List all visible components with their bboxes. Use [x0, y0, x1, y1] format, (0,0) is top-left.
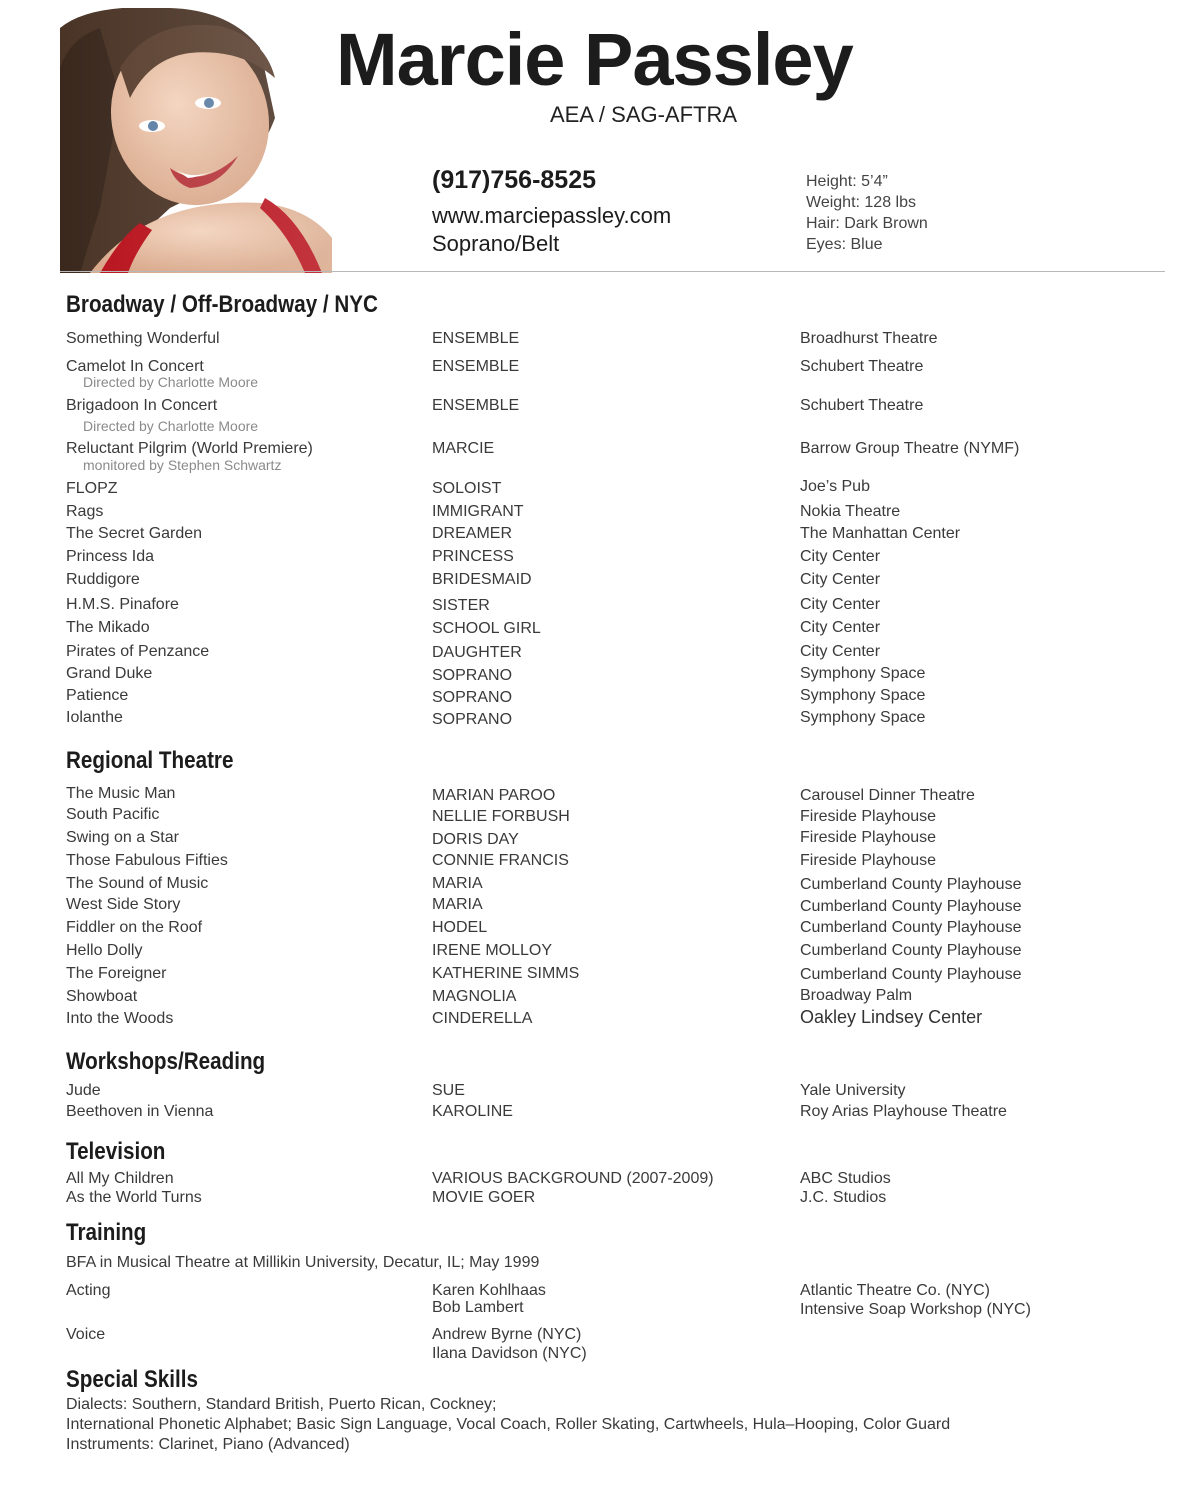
show-title: The Music Man — [66, 785, 176, 802]
show-title: Patience — [66, 687, 129, 704]
skills-line: Instruments: Clarinet, Piano (Advanced) — [66, 1436, 350, 1453]
venue: Symphony Space — [800, 665, 926, 682]
role: MARCIE — [432, 440, 495, 457]
role: NELLIE FORBUSH — [432, 808, 570, 825]
teacher: Karen Kohlhaas — [432, 1282, 546, 1299]
role: DAUGHTER — [432, 644, 522, 661]
venue: Symphony Space — [800, 687, 926, 704]
role: ENSEMBLE — [432, 330, 520, 347]
show-title: Princess Ida — [66, 548, 155, 565]
show-title: Rags — [66, 503, 104, 520]
role: PRINCESS — [432, 548, 514, 565]
section-title-television: Television — [66, 1138, 166, 1165]
venue: City Center — [800, 596, 881, 613]
role: ENSEMBLE — [432, 397, 520, 414]
role: VARIOUS BACKGROUND (2007-2009) — [432, 1170, 714, 1187]
show-title: Camelot In Concert — [66, 358, 204, 375]
role: BRIDESMAID — [432, 571, 532, 588]
venue: Broadway Palm — [800, 987, 913, 1004]
union-affiliation: AEA / SAG-AFTRA — [550, 102, 738, 127]
credit-note: monitored by Stephen Schwartz — [83, 457, 282, 473]
header-divider — [60, 271, 1165, 272]
training-label: Voice — [66, 1326, 106, 1343]
show-title: Reluctant Pilgrim (World Premiere) — [66, 440, 313, 457]
show-title: Something Wonderful — [66, 330, 220, 347]
show-title: Jude — [66, 1082, 101, 1099]
stat-hair: Hair: Dark Brown — [806, 215, 928, 232]
role: MARIA — [432, 875, 483, 892]
skills-line: International Phonetic Alphabet; Basic Sign Language, Vocal Coach, Roller Skating, Cartwheels, Hula–Hooping, Color Guard — [66, 1416, 951, 1433]
role: CINDERELLA — [432, 1010, 533, 1027]
role: DORIS DAY — [432, 831, 519, 848]
venue: ABC Studios — [800, 1170, 891, 1187]
show-title: The Sound of Music — [66, 875, 209, 892]
venue: Cumberland County Playhouse — [800, 966, 1022, 983]
teacher: Ilana Davidson (NYC) — [432, 1345, 587, 1362]
role: IRENE MOLLOY — [432, 942, 553, 959]
venue: Joe’s Pub — [800, 478, 870, 495]
show-title: Beethoven in Vienna — [66, 1103, 214, 1120]
venue: City Center — [800, 571, 881, 588]
role: MARIAN PAROO — [432, 787, 556, 804]
training-place: Atlantic Theatre Co. (NYC) — [800, 1282, 990, 1299]
section-title-skills: Special Skills — [66, 1366, 198, 1393]
venue: Oakley Lindsey Center — [800, 1007, 983, 1027]
role: SOPRANO — [432, 711, 513, 728]
show-title: Fiddler on the Roof — [66, 919, 203, 936]
role: SOPRANO — [432, 667, 513, 684]
show-title: FLOPZ — [66, 480, 118, 497]
role: MARIA — [432, 896, 483, 913]
show-title: Pirates of Penzance — [66, 643, 210, 660]
teacher: Andrew Byrne (NYC) — [432, 1326, 582, 1343]
show-title: H.M.S. Pinafore — [66, 596, 179, 613]
skills-line: Dialects: Southern, Standard British, Puerto Rican, Cockney; — [66, 1396, 497, 1413]
voice-type: Soprano/Belt — [432, 231, 560, 256]
training-label: Acting — [66, 1282, 111, 1299]
role: CONNIE FRANCIS — [432, 852, 569, 869]
section-title-training: Training — [66, 1219, 147, 1246]
venue: Fireside Playhouse — [800, 852, 937, 869]
role: HODEL — [432, 919, 488, 936]
show-title: All My Children — [66, 1170, 174, 1187]
venue: Barrow Group Theatre (NYMF) — [800, 440, 1020, 457]
venue: Fireside Playhouse — [800, 808, 937, 825]
role: KATHERINE SIMMS — [432, 965, 580, 982]
section-title-regional: Regional Theatre — [66, 747, 234, 774]
venue: City Center — [800, 643, 881, 660]
venue: Yale University — [800, 1082, 906, 1099]
show-title: Into the Woods — [66, 1010, 174, 1027]
role: SCHOOL GIRL — [432, 620, 541, 637]
show-title: As the World Turns — [66, 1189, 202, 1206]
show-title: The Secret Garden — [66, 525, 203, 542]
role: SUE — [432, 1082, 465, 1099]
role: DREAMER — [432, 525, 513, 542]
role: SOPRANO — [432, 689, 513, 706]
show-title: South Pacific — [66, 806, 160, 823]
phone-number: (917)756-8525 — [432, 166, 597, 194]
show-title: Hello Dolly — [66, 942, 143, 959]
contact-block — [432, 164, 671, 258]
show-title: The Mikado — [66, 619, 150, 636]
degree-line: BFA in Musical Theatre at Millikin University, Decatur, IL; May 1999 — [66, 1254, 540, 1271]
teacher: Bob Lambert — [432, 1299, 524, 1316]
show-title: Swing on a Star — [66, 829, 179, 846]
venue: Cumberland County Playhouse — [800, 876, 1022, 893]
headshot-photo — [60, 8, 332, 273]
show-title: Those Fabulous Fifties — [66, 852, 228, 869]
role: KAROLINE — [432, 1103, 513, 1120]
venue: Nokia Theatre — [800, 503, 901, 520]
show-title: Brigadoon In Concert — [66, 397, 218, 414]
role: MAGNOLIA — [432, 988, 517, 1005]
show-title: West Side Story — [66, 896, 181, 913]
venue: J.C. Studios — [800, 1189, 887, 1206]
venue: Schubert Theatre — [800, 397, 924, 414]
show-title: Grand Duke — [66, 665, 153, 682]
role: SISTER — [432, 597, 490, 614]
show-title: The Foreigner — [66, 965, 167, 982]
credit-note: Directed by Charlotte Moore — [83, 374, 259, 390]
section-title-workshops: Workshops/Reading — [66, 1048, 266, 1075]
venue: Symphony Space — [800, 709, 926, 726]
venue: Fireside Playhouse — [800, 829, 937, 846]
show-title: Ruddigore — [66, 571, 140, 588]
venue: Broadhurst Theatre — [800, 330, 938, 347]
role: IMMIGRANT — [432, 503, 524, 520]
venue: City Center — [800, 548, 881, 565]
venue: The Manhattan Center — [800, 525, 961, 542]
physical-stats — [806, 171, 928, 255]
section-title-broadway: Broadway / Off-Broadway / NYC — [66, 291, 378, 318]
venue: Cumberland County Playhouse — [800, 898, 1022, 915]
venue: Cumberland County Playhouse — [800, 942, 1022, 959]
show-title: Iolanthe — [66, 709, 123, 726]
stat-height: Height: 5’4” — [806, 173, 888, 190]
venue: Cumberland County Playhouse — [800, 919, 1022, 936]
venue: Roy Arias Playhouse Theatre — [800, 1103, 1007, 1120]
stat-weight: Weight: 128 lbs — [806, 194, 916, 211]
credit-note: Directed by Charlotte Moore — [83, 418, 259, 434]
training-place: Intensive Soap Workshop (NYC) — [800, 1301, 1031, 1318]
actor-name: Marcie Passley — [336, 18, 853, 101]
stat-eyes: Eyes: Blue — [806, 236, 883, 253]
role: MOVIE GOER — [432, 1189, 536, 1206]
website-link[interactable]: www.marciepassley.com — [432, 203, 672, 228]
role: SOLOIST — [432, 480, 502, 497]
role: ENSEMBLE — [432, 358, 520, 375]
venue: City Center — [800, 619, 881, 636]
venue: Carousel Dinner Theatre — [800, 787, 975, 804]
show-title: Showboat — [66, 988, 138, 1005]
venue: Schubert Theatre — [800, 358, 924, 375]
